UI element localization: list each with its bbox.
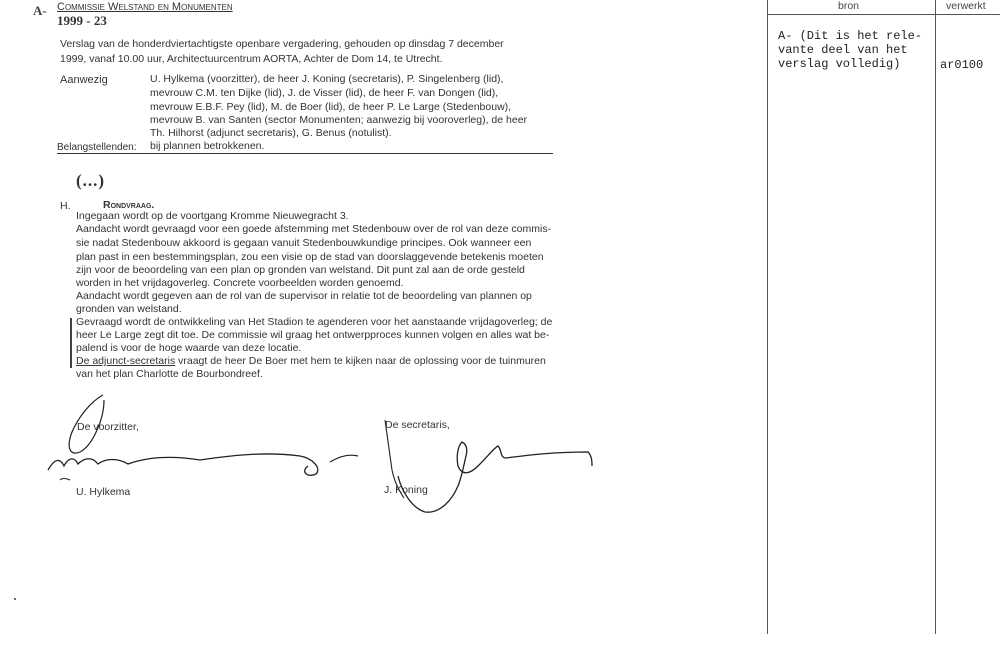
secretary-label: De secretaris, <box>385 419 450 431</box>
section-line-4: plan past in een bestemmingsplan, zou een visie op de stad van doorslaggevende betekenis moeten <box>76 251 544 263</box>
present-line-5: Th. Hilhorst (adjunct secretaris), G. Benus (notulist). <box>150 127 392 139</box>
section-line-11: palend is voor de hoge waarde van deze locatie. <box>76 342 302 354</box>
source-note-line-2: vante deel van het <box>778 43 908 57</box>
sidebar-column-divider <box>935 0 936 634</box>
section-marker: A- <box>33 3 47 18</box>
section-letter: H. <box>60 200 71 212</box>
secretary-name: J. Koning <box>384 484 428 496</box>
scan-speck <box>14 598 16 600</box>
present-line-4: mevrouw B. van Santen (sector Monumenten; aanwezig bij vooroverleg), de heer <box>150 114 528 126</box>
source-note-line-3: verslag volledig) <box>778 57 901 71</box>
section-line-12-rest: vraagt de heer De Boer met hem te kijken naar de oplossing voor de tuinmuren <box>175 355 546 367</box>
stakeholders-label: Belangstellenden: <box>57 142 137 153</box>
section-title: Rondvraag. <box>103 199 155 211</box>
intro-line-2: 1999, vanaf 10.00 uur, Architectuurcentrum AORTA, Achter de Dom 14, te Utrecht. <box>60 53 443 65</box>
section-line-2: Aandacht wordt gevraagd voor een goede afstemming met Stedenbouw over de rol van deze commis- <box>76 223 552 235</box>
section-line-8: gronden van welstand. <box>76 303 182 315</box>
intro-line-1: Verslag van de honderdviertachtigste openbare vergadering, gehouden op dinsdag 7 december <box>60 38 504 50</box>
section-line-6: worden in het vrijdagoverleg. Concrete voorbeelden worden genoemd. <box>76 277 404 289</box>
omission-marker: (...) <box>76 171 106 190</box>
adjunct-secretary-reference: De adjunct-secretaris <box>76 355 176 367</box>
stakeholders-value: bij plannen betrokkenen. <box>150 140 265 152</box>
present-line-2: mevrouw C.M. ten Dijke (lid), J. de Visser (lid), de heer F. van Dongen (lid), <box>150 87 499 99</box>
minutes-number: 1999 - 23 <box>57 13 107 28</box>
column-header-verwerkt: verwerkt <box>946 0 986 12</box>
sidebar-left-border <box>767 0 768 634</box>
column-header-bron: bron <box>838 0 860 12</box>
section-line-13: van het plan Charlotte de Bourbondreef. <box>76 368 263 380</box>
section-line-10: heer Le Large zegt dit toe. De commissie wil graag het ontwerpproces kunnen volgen en alles wat be- <box>76 329 550 341</box>
commission-title: Commissie Welstand en Monumenten <box>57 1 233 13</box>
present-line-1: U. Hylkema (voorzitter), de heer J. Koning (secretaris), P. Singelenberg (lid), <box>150 73 504 85</box>
present-label: Aanwezig <box>60 74 108 86</box>
section-line-3: sie nadat Stedenbouw akkoord is gegaan vanuit Stedenbouwkundige principes. Ook wanneer een <box>76 237 532 249</box>
chair-name: U. Hylkema <box>76 486 131 498</box>
source-note-line-1: A- (Dit is het rele- <box>778 29 923 43</box>
section-line-5: zijn voor de beoordeling van een plan op gronden van welstand. Dit punt zal aan de orde gesteld <box>76 264 525 276</box>
processed-reference: ar0100 <box>940 58 984 72</box>
section-line-1: Ingegaan wordt op de voortgang Kromme Nieuwegracht 3. <box>76 210 349 222</box>
chair-label: De voorzitter, <box>77 421 139 433</box>
present-line-3: mevrouw E.B.F. Pey (lid), M. de Boer (lid), de heer P. Le Large (Stedenbouw), <box>150 101 512 113</box>
sidebar-header-line <box>767 14 1000 15</box>
section-line-9: Gevraagd wordt de ontwikkeling van Het Stadion te agenderen voor het aanstaande vrijdagoverleg; de <box>76 316 553 328</box>
section-line-7: Aandacht wordt gegeven aan de rol van de supervisor in relatie tot de beoordeling van plannen op <box>76 290 532 302</box>
